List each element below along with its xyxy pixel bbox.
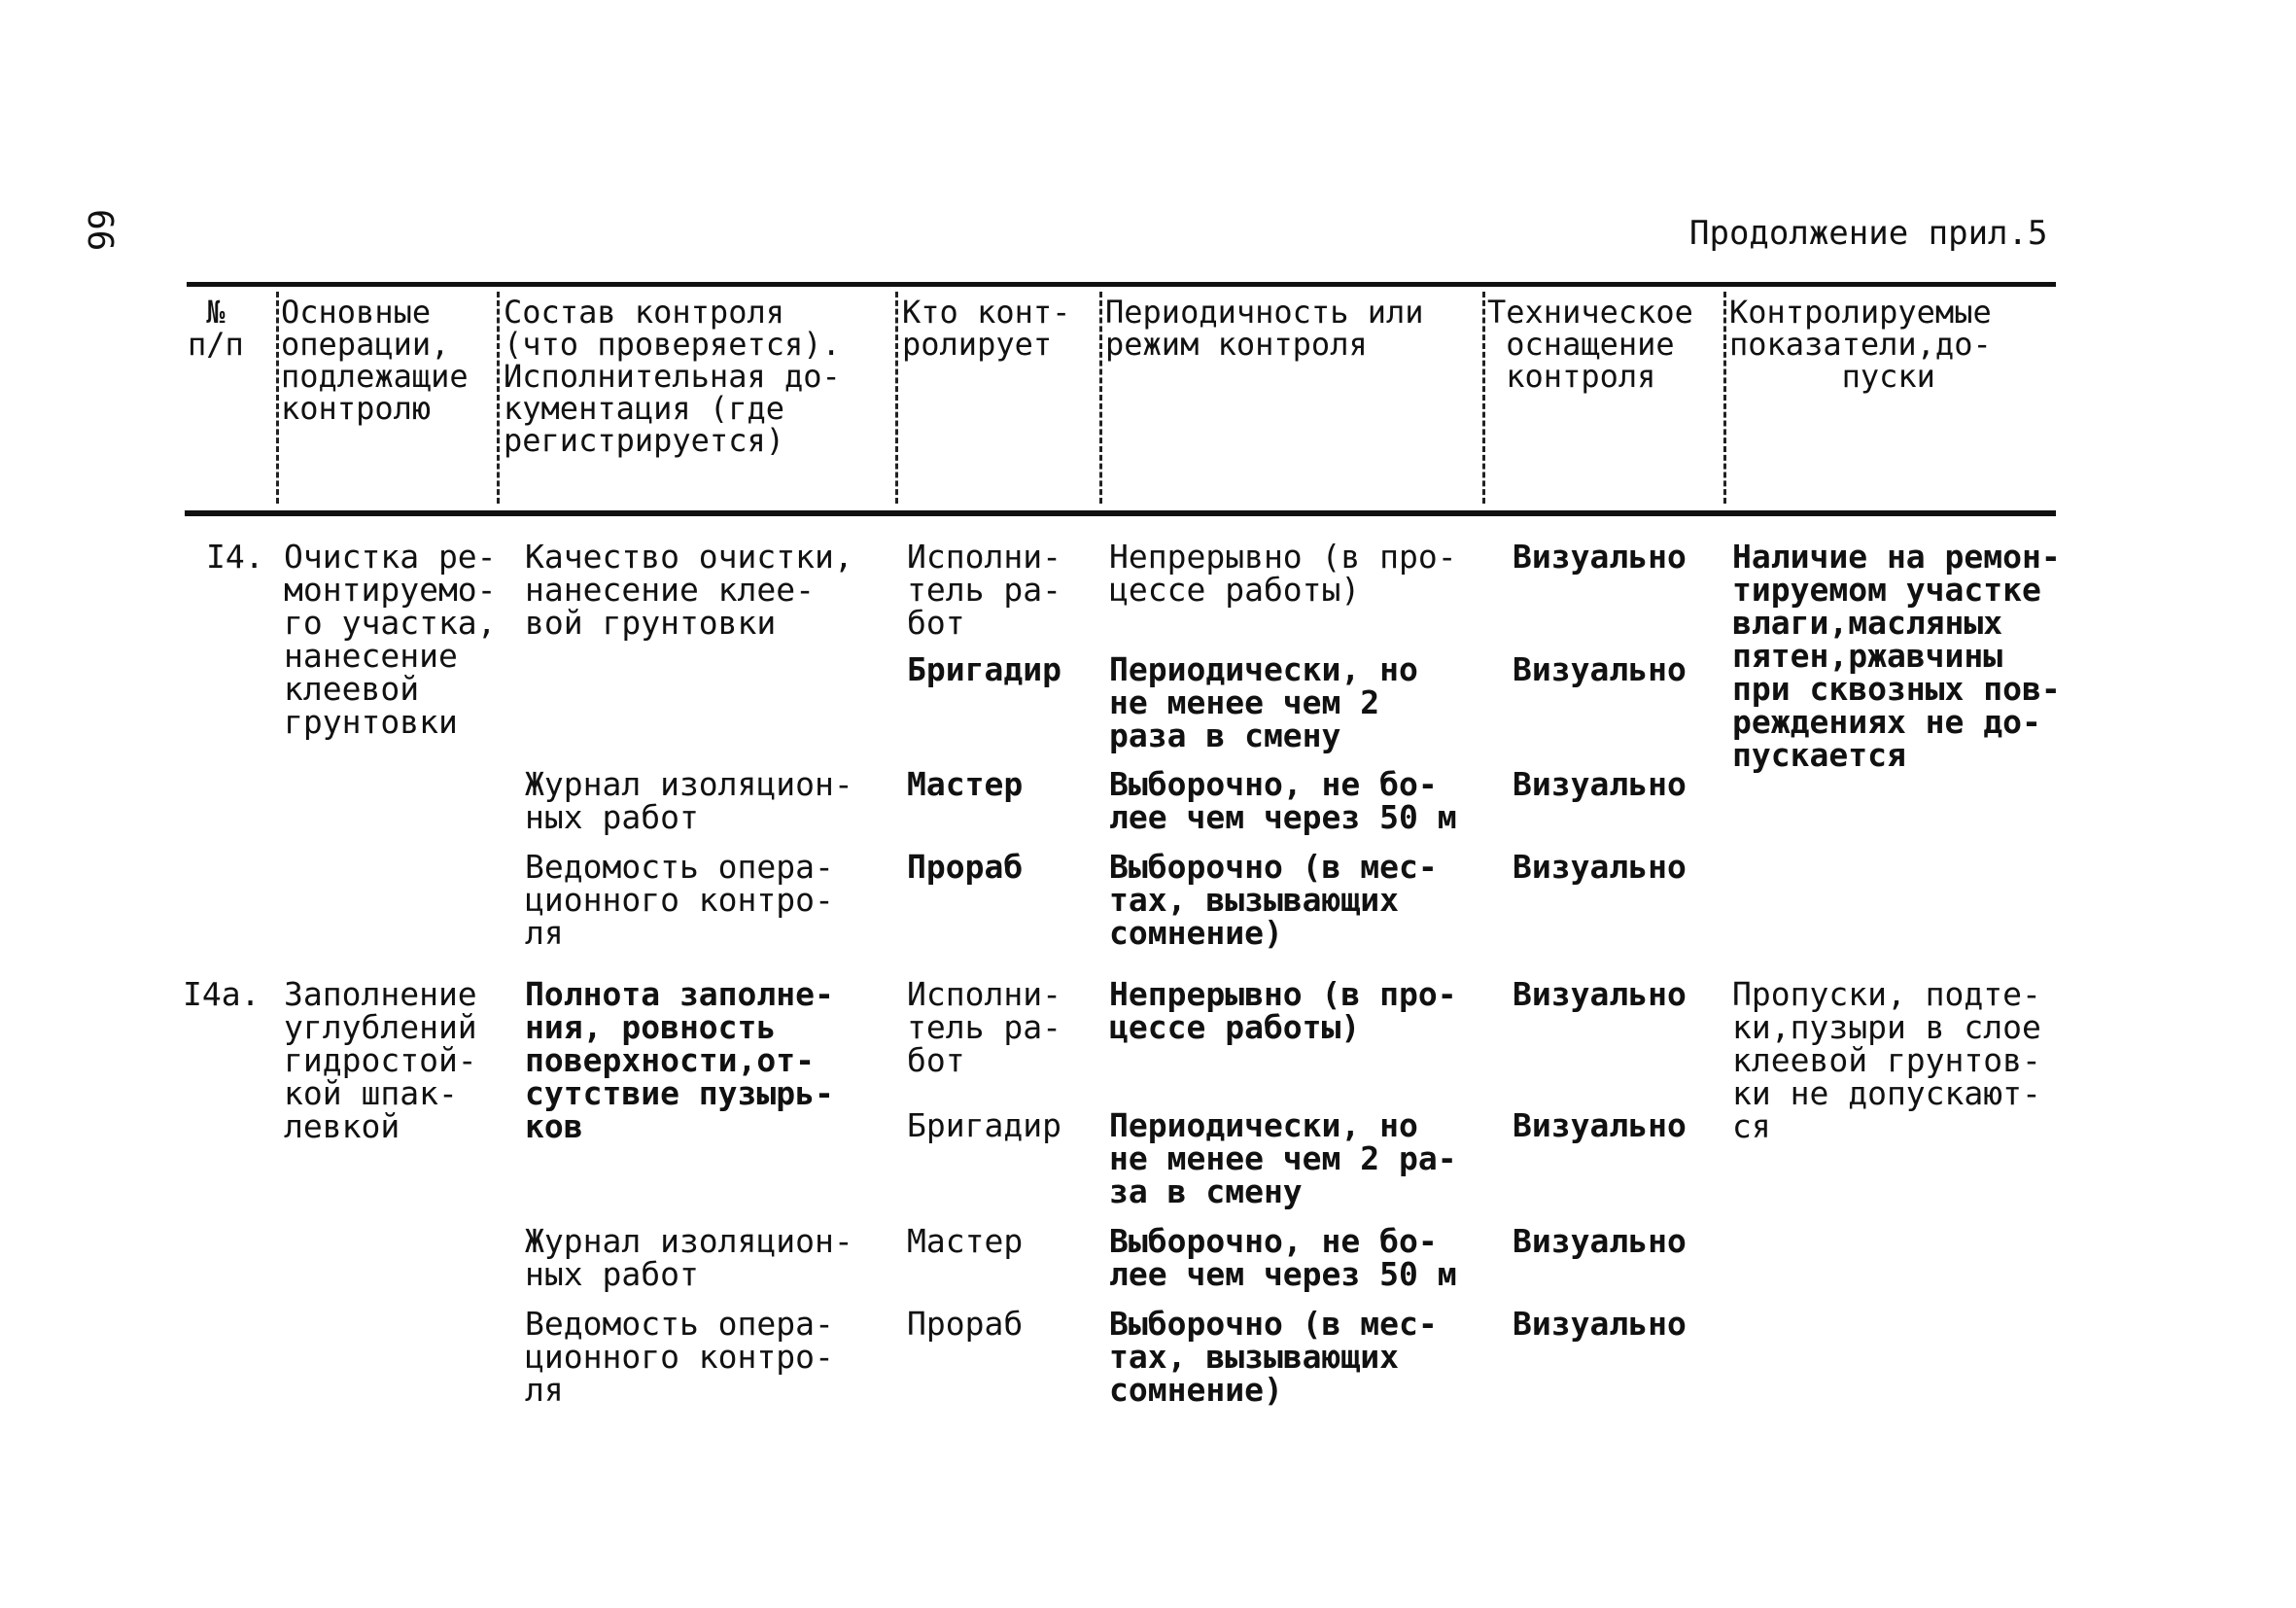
header-separator (276, 292, 279, 504)
header-separator (1099, 292, 1102, 504)
cell-scope: Журнал изоляцион- ных работ (525, 1222, 853, 1293)
cell-who: Мастер (907, 1222, 1024, 1260)
cell-scope: Полнота заполне- ния, ровность поверхности,от- сутствие пузырь- ков (525, 975, 834, 1145)
cell-period: Выборочно (в мес- тах, вызывающих сомнение) (1109, 1305, 1438, 1409)
header-who: Кто конт- ролирует (902, 294, 1071, 363)
header-separator (1482, 292, 1485, 504)
page-title: Продолжение прил.5 (1689, 214, 2048, 253)
cell-who: Бригадир (907, 650, 1061, 688)
cell-equipment: Визуально (1513, 1305, 1687, 1343)
header-tolerances: Контролируемые показатели,до- пуски (1729, 294, 1992, 395)
cell-scope: Ведомость опера- ционного контро- ля (525, 848, 834, 952)
cell-period: Выборочно, не бо- лее чем через 50 м (1109, 1222, 1457, 1293)
header-separator (895, 292, 898, 504)
header-top-rule (187, 282, 2056, 287)
cell-period: Непрерывно (в про- цессе работы) (1109, 538, 1457, 609)
cell-who: Исполни- тель ра- бот (907, 975, 1061, 1079)
cell-who: Прораб (907, 848, 1024, 886)
cell-equipment: Визуально (1513, 1106, 1687, 1144)
cell-equipment: Визуально (1513, 1222, 1687, 1260)
cell-who: Прораб (907, 1305, 1024, 1343)
cell-who: Исполни- тель ра- бот (907, 538, 1061, 642)
cell-equipment: Визуально (1513, 650, 1687, 688)
row-operation: Очистка ре- монтируемо- го участка, нанесение клеевой грунтовки (284, 538, 497, 741)
cell-equipment: Визуально (1513, 975, 1687, 1013)
cell-scope: Ведомость опера- ционного контро- ля (525, 1305, 834, 1409)
cell-period: Периодически, но не менее чем 2 раза в смену (1109, 650, 1418, 754)
header-scope: Состав контроля (что проверяется). Исполнительная до- кументация (где регистрируется) (504, 294, 841, 459)
cell-period: Выборочно (в мес- тах, вызывающих сомнение) (1109, 848, 1438, 952)
cell-period: Непрерывно (в про- цессе работы) (1109, 975, 1457, 1046)
header-bottom-rule (185, 510, 2056, 516)
cell-period: Периодически, но не менее чем 2 ра- за в смену (1109, 1106, 1457, 1210)
row-operation: Заполнение углублений гидростой- кой шпак- левкой (284, 975, 477, 1145)
header-num: № п/п (188, 294, 244, 363)
row-number: I4. (206, 538, 264, 576)
row-tolerance: Пропуски, подте- ки,пузыри в слое клеевой грунтов- ки не допускают- ся (1732, 975, 2041, 1145)
header-operations: Основные операции, подлежащие контролю (281, 294, 469, 427)
cell-scope: Качество очистки, нанесение клее- вой грунтовки (525, 538, 853, 642)
cell-who: Мастер (907, 765, 1024, 803)
row-tolerance: Наличие на ремон- тируемом участке влаги,масляных пятен,ржавчины при сквозных пов- реждениях не до- пускается (1732, 538, 2061, 774)
cell-period: Выборочно, не бо- лее чем через 50 м (1109, 765, 1457, 836)
header-period: Периодичность или режим контроля (1105, 294, 1424, 363)
cell-equipment: Визуально (1513, 848, 1687, 886)
row-number: I4а. (183, 975, 261, 1013)
page-number: 66 (80, 209, 120, 252)
header-separator (497, 292, 500, 504)
header-equipment: Техническое оснащение контроля (1487, 294, 1693, 395)
header-separator (1723, 292, 1726, 504)
cell-scope: Журнал изоляцион- ных работ (525, 765, 853, 836)
cell-equipment: Визуально (1513, 765, 1687, 803)
cell-equipment: Визуально (1513, 538, 1687, 576)
cell-who: Бригадир (907, 1106, 1061, 1144)
